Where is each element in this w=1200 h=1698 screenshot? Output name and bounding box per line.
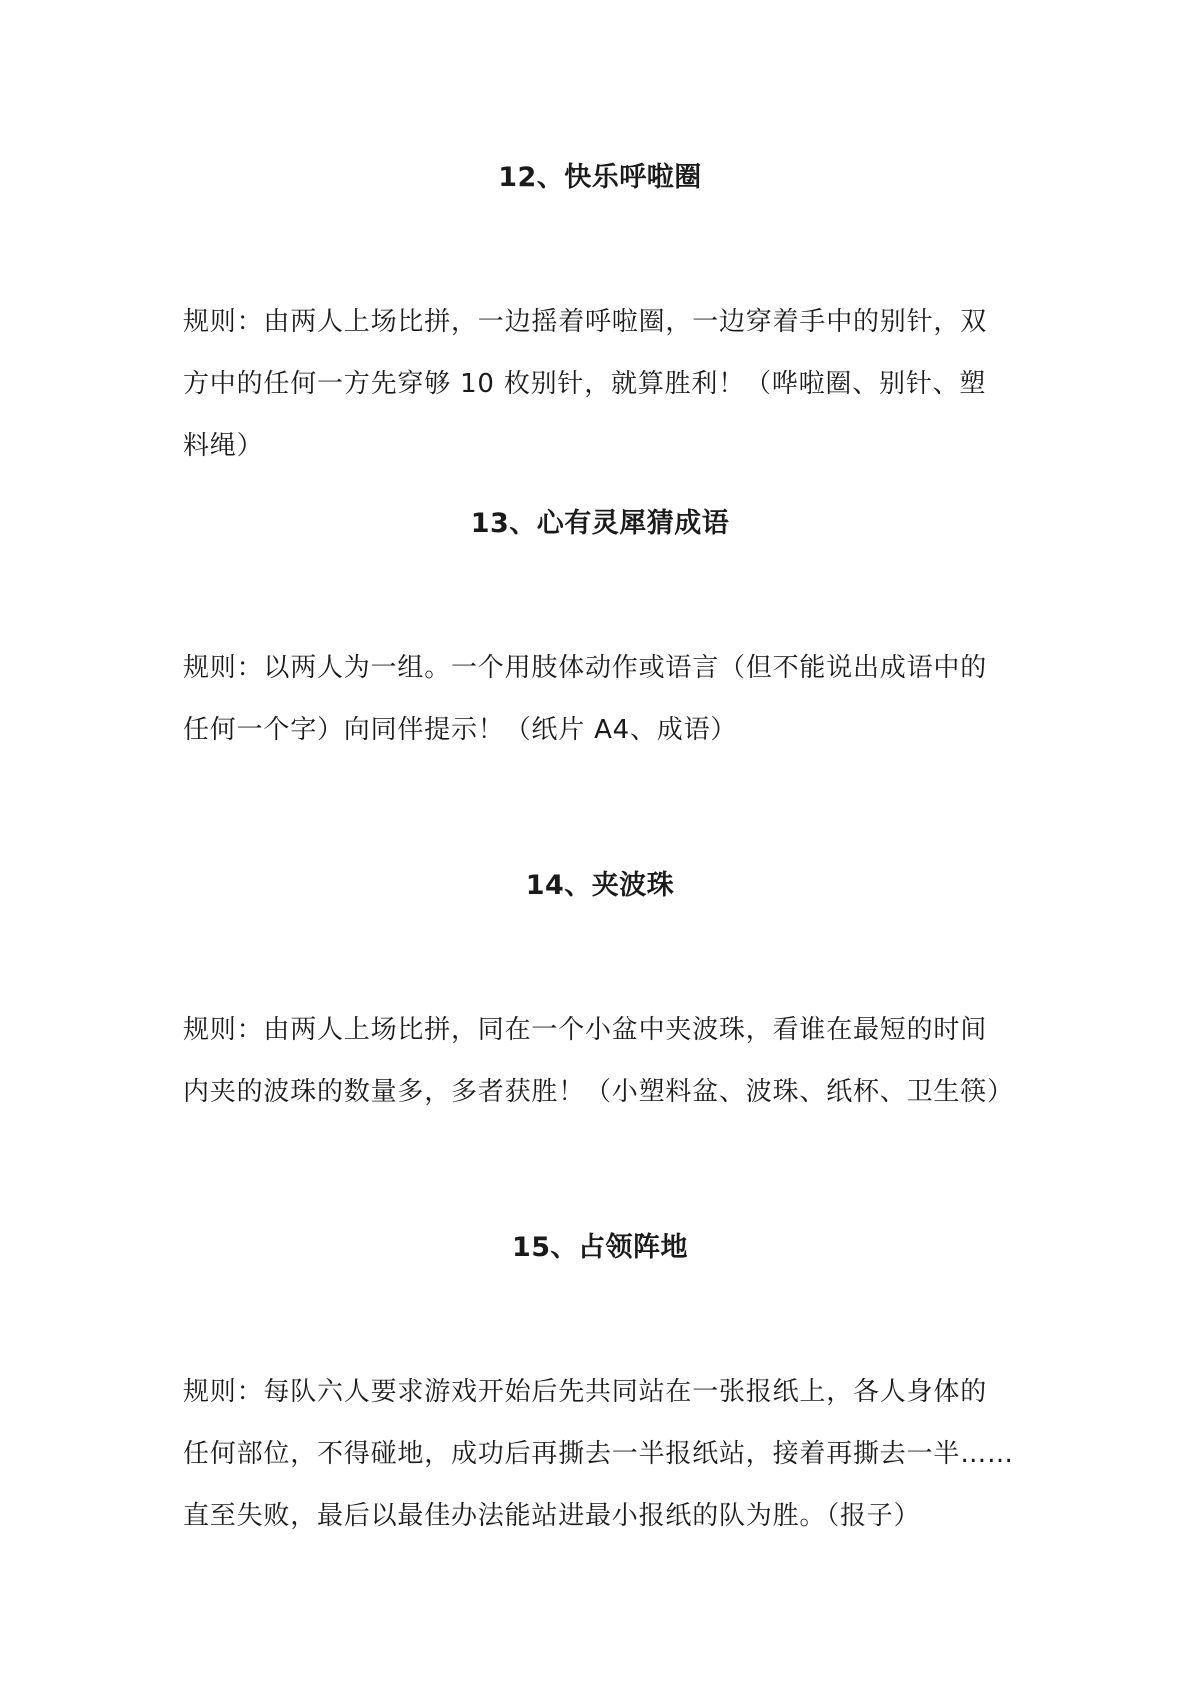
rules-line: 方中的任何一方先穿够 10 枚别针，就算胜利！（哗啦圈、别针、塑 bbox=[183, 369, 987, 399]
section-rules-15 bbox=[183, 1361, 1023, 1547]
section-rules-13 bbox=[183, 637, 1023, 761]
rules-line: 任何一个字）向同伴提示！（纸片 A4、成语） bbox=[183, 715, 738, 745]
section-title-14: 14、夹波珠 bbox=[525, 870, 675, 901]
section-title-13: 13、心有灵犀猜成语 bbox=[470, 508, 730, 539]
rules-line: 规则：由两人上场比拼，一边摇着呼啦圈，一边穿着手中的别针，双 bbox=[183, 307, 988, 337]
rules-line: 规则：由两人上场比拼，同在一个小盆中夹波珠，看谁在最短的时间 bbox=[183, 1015, 988, 1045]
section-title-12: 12、快乐呼啦圈 bbox=[498, 162, 702, 193]
rules-line: 规则：以两人为一组。一个用肢体动作或语言（但不能说出成语中的 bbox=[183, 653, 988, 683]
section-rules-12 bbox=[183, 291, 1023, 477]
rules-line: 规则：每队六人要求游戏开始后先共同站在一张报纸上，各人身体的 bbox=[183, 1377, 988, 1407]
rules-line: 直至失败，最后以最佳办法能站进最小报纸的队为胜。（报子） bbox=[183, 1501, 921, 1531]
section-rules-14 bbox=[183, 999, 1023, 1123]
rules-line: 任何部位，不得碰地，成功后再撕去一半报纸站，接着再撕去一半…… bbox=[183, 1439, 1014, 1469]
section-title-15: 15、占领阵地 bbox=[511, 1232, 689, 1263]
rules-line: 料绳） bbox=[183, 431, 264, 461]
rules-line: 内夹的波珠的数量多，多者获胜！（小塑料盆、波珠、纸杯、卫生筷） bbox=[183, 1077, 1014, 1107]
